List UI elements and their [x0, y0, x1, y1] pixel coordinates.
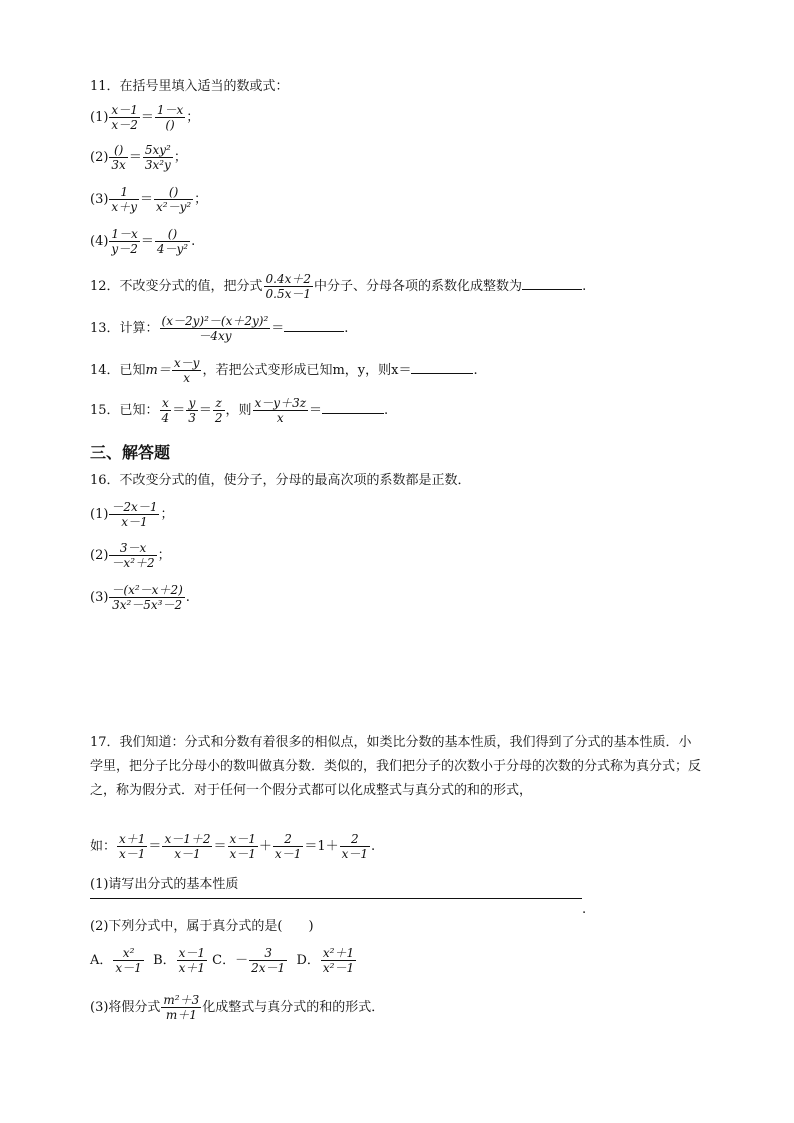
fraction: $\frac{1}{x+y}$: [111, 185, 137, 214]
fraction: $\frac{\text{－(x²－x＋2)}}{\text{3x²－5x³－2}}$: [111, 583, 183, 612]
fraction: $\frac{2}{x-1}$: [341, 832, 369, 861]
q17-example: 如： $\frac{x+1}{x-1}$ ＝ $\frac{x-1+2}{x-1}$ ＝ $\frac{x-1}{x-1}$ ＋ $\frac{2}{x-1}$ ＝1＋ $\frac{2}{x-1}$ .: [90, 832, 376, 861]
option-a[interactable]: A． $\frac{\text{x²}}{x-1}$: [90, 946, 142, 975]
fraction: $\frac{()}{3x}$: [111, 143, 126, 172]
fraction: $\frac{2}{x-1}$: [274, 832, 302, 861]
fraction: $\frac{\text{x²＋1}}{\text{x²－1}}$: [322, 946, 355, 975]
q11-item-2: (2) $\frac{()}{3x}$ ＝ $\frac{\text{5xy²}}{\text{3x²y}}$ ；: [90, 143, 187, 172]
fraction: $\frac{z}{2}$: [214, 396, 223, 425]
option-c[interactable]: C．－ $\frac{3}{2x-1}$: [212, 946, 286, 975]
fraction: $\frac{3-x}{\text{－x²＋2}}$: [111, 541, 155, 570]
fraction: $\frac{-2x-1}{x-1}$: [111, 500, 158, 529]
fraction: $\frac{x-1}{x-1}$: [229, 832, 256, 861]
q17-sub2: (2)下列分式中，属于真分式的是( ): [90, 919, 314, 934]
fraction: $\frac{3}{2x-1}$: [251, 946, 286, 975]
fraction: $\frac{x-y}{x}$: [173, 356, 200, 385]
q16-prompt: 16．不改变分式的值，使分子，分母的最高次项的系数都是正数．: [90, 473, 471, 488]
q11-item-3: (3) $\frac{1}{x+y}$ ＝ $\frac{()}{\text{x²－y²}}$ ；: [90, 185, 208, 214]
fraction: $\frac{\text{(x－2y)²－(x＋2y)²}}{-4xy}$: [161, 314, 269, 343]
fraction: $\frac{y}{3}$: [188, 396, 196, 425]
fraction: $\frac{1-x}{y-2}$: [111, 227, 138, 256]
fraction: $\frac{x-y+3z}{x}$: [254, 396, 307, 425]
fraction: $\frac{\text{5xy²}}{\text{3x²y}}$: [144, 143, 171, 172]
section-heading: 三、解答题: [90, 443, 171, 462]
fraction: $\frac{x+1}{x-1}$: [119, 832, 146, 861]
q17-paragraph: 17．我们知道：分式和分数有着很多的相似点，如类比分数的基本性质，我们得到了分式的基本性质．小学里，把分子比分母小的数叫做真分数．类似的，我们把分子的次数小于分母的次数的分式称为真分式；反之，称为假分式．对于任何一个假分式都可以化成整式与真分式的和的形式，: [90, 735, 702, 798]
fraction: $\frac{()}{\text{4－y²}}$: [156, 227, 189, 256]
fraction: $\frac{0.4x+2}{0.5x-1}$: [265, 272, 312, 301]
fraction: $\frac{x-1}{x+1}$: [178, 946, 206, 975]
fraction: $\frac{1-x}{()}$: [156, 103, 184, 132]
q12: 12．不改变分式的值，把分式 $\frac{0.4x+2}{0.5x-1}$ 中分子、分母各项的系数化成整数为 .: [90, 272, 587, 301]
answer-blank[interactable]: [411, 361, 473, 374]
answer-line-end: .: [582, 902, 587, 917]
fraction: $\frac{x}{4}$: [161, 396, 170, 425]
fraction: $\frac{x-1}{x-2}$: [111, 103, 138, 132]
q17-options: [90, 946, 357, 975]
fraction: $\frac{\text{x²}}{x-1}$: [115, 946, 142, 975]
answer-blank[interactable]: [284, 319, 344, 332]
fraction: $\frac{x-1+2}{x-1}$: [164, 832, 211, 861]
q17-sub1: (1)请写出分式的基本性质: [90, 877, 239, 892]
q11-item-1: (1) $\frac{x-1}{x-2}$ ＝ $\frac{1-x}{()}$ ；: [90, 103, 200, 132]
q13: 13．计算： $\frac{\text{(x－2y)²－(x＋2y)²}}{-4xy}$ ＝ .: [90, 314, 349, 343]
q16-item-2: (2) $\frac{3-x}{\text{－x²＋2}}$ ；: [90, 541, 171, 570]
option-d[interactable]: D． $\frac{\text{x²＋1}}{\text{x²－1}}$: [296, 946, 355, 975]
q11-prompt: 11．在括号里填入适当的数或式：: [90, 79, 289, 94]
answer-line[interactable]: [90, 898, 582, 899]
fraction: $\frac{\text{m²＋3}}{m+1}$: [163, 993, 200, 1022]
answer-blank[interactable]: [322, 401, 384, 414]
fraction: $\frac{()}{\text{x²－y²}}$: [156, 185, 192, 214]
q16-item-1: (1) $\frac{-2x-1}{x-1}$ ；: [90, 500, 174, 529]
answer-blank[interactable]: [522, 277, 582, 290]
q14: 14．已知m＝ $\frac{x-y}{x}$ ，若把公式变形成已知m，y，则x＝ .: [90, 356, 478, 385]
q15: 15．已知： $\frac{x}{4}$ ＝ $\frac{y}{3}$ ＝ $\frac{z}{2}$ ，则 $\frac{x-y+3z}{x}$ ＝ .: [90, 396, 389, 425]
item-label: (1): [90, 110, 109, 125]
q11-item-4: (4) $\frac{1-x}{y-2}$ ＝ $\frac{()}{\text{4－y²}}$ .: [90, 227, 196, 256]
q17-sub3: (3)将假分式 $\frac{\text{m²＋3}}{m+1}$ 化成整式与真分式的和的形式．: [90, 993, 385, 1022]
q16-item-3: (3) $\frac{\text{－(x²－x＋2)}}{\text{3x²－5x³－2}}$ .: [90, 583, 190, 612]
option-b[interactable]: B． $\frac{x-1}{x+1}$: [153, 946, 206, 975]
